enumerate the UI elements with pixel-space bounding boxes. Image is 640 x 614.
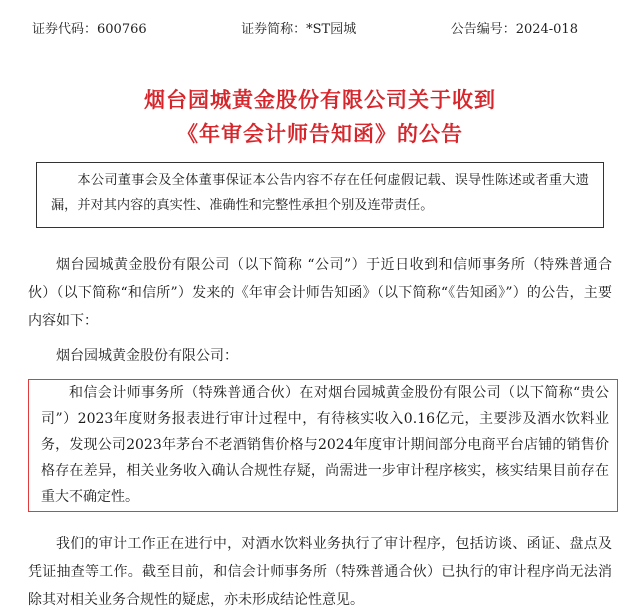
stock-name: 证券简称：*ST园城 — [241, 22, 357, 37]
highlighted-letter-excerpt — [28, 379, 618, 512]
notice-number: 公告编号：2024-018 — [450, 22, 578, 37]
stock-code: 证券代码：600766 — [32, 22, 147, 37]
board-assurance-text: 本公司董事会及全体董事保证本公告内容不存在任何虚假记载、误导性陈述或者重大遗漏，并对其内容的真实性、准确性和完整性承担个别及连带责任。 — [51, 173, 589, 213]
addressee-paragraph: 烟台园城黄金股份有限公司： — [56, 348, 238, 364]
board-assurance-box — [36, 162, 604, 228]
intro-paragraph: 烟台园城黄金股份有限公司（以下简称 “公司”）于近日收到和信师事务所（特殊普通合伙）（以下简称“和信所”）发来的《年审会计师告知函》（以下简称“《告知函》”）的公告，主要内容如下： — [28, 257, 612, 329]
document-title-line2: 《年审会计师告知函》的公告 — [177, 121, 463, 146]
followup-paragraph: 我们的审计工作正在进行中，对酒水饮料业务执行了审计程序，包括访谈、函证、盘点及凭证抽查等工作。截至目前，和信会计师事务所（特殊普通合伙）已执行的审计程序尚无法消除其对相关业务合规性的疑虑，亦未形成结论性意见。 — [28, 536, 612, 608]
document-title-line1: 烟台园城黄金股份有限公司关于收到 — [144, 87, 496, 112]
document-header — [32, 18, 578, 37]
letter-excerpt-text: 和信会计师事务所（特殊普通合伙）在对烟台园城黄金股份有限公司（以下简称“贵公司”）2023年度财务报表进行审计过程中，有待核实收入0.16亿元，主要涉及酒水饮料业务，发现公司2023年茅台不老酒销售价格与2024年度审计期间部分电商平台店铺的销售价格存在差异，相关业务收入确认合规性存疑，尚需进一步审计程序核实，核实结果目前存在重大不确定性。 — [41, 385, 609, 505]
